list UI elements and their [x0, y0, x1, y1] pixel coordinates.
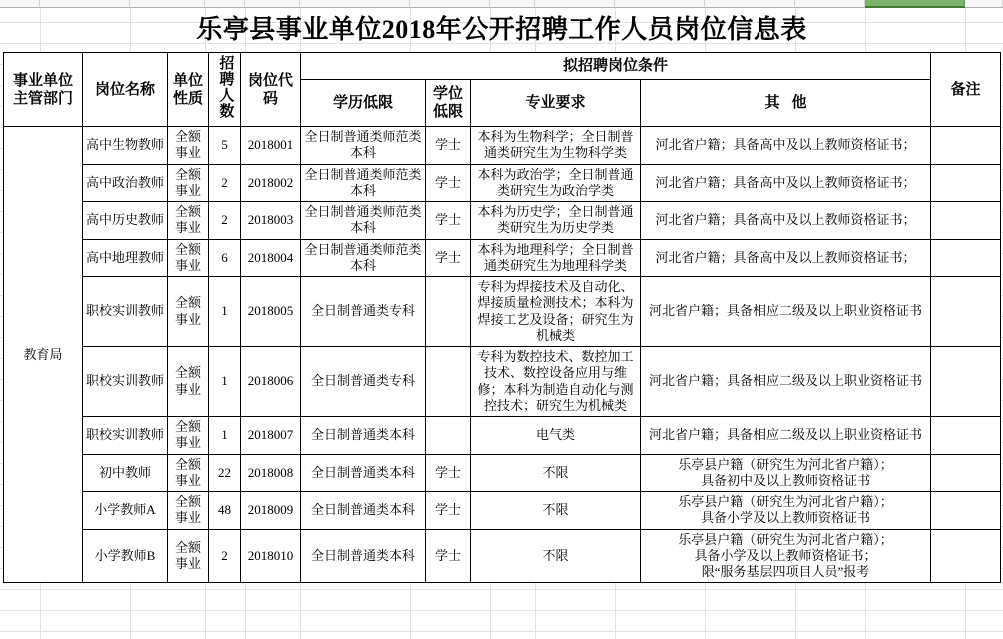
cell-education-minimum: 全日制普通类专科	[301, 347, 426, 417]
cell-major-requirement: 电气类	[471, 417, 641, 455]
table-row	[4, 277, 1001, 347]
cell-recruit-count: 2	[209, 202, 241, 240]
cell-remark	[931, 492, 1001, 530]
cell-recruit-count: 6	[209, 239, 241, 277]
cell-recruit-count: 22	[209, 454, 241, 492]
cell-post-name: 职校实训教师	[83, 277, 168, 347]
col-header-edu-label: 学历低限	[332, 94, 393, 111]
job-information-table	[3, 52, 1001, 583]
cell-remark	[931, 347, 1001, 417]
cell-other-requirement: 乐亭县户籍（研究生为河北省户籍）； 具备初中及以上教师资格证书	[641, 454, 931, 492]
table-row	[4, 202, 1001, 240]
cell-major-requirement: 专科为数控技术、数控加工技术、数控设备应用与维修；本科为制造自动化与测控技术；研究生为机械类	[471, 347, 641, 417]
col-header-conditions-group	[301, 53, 931, 80]
column-header-cell[interactable]	[40, 0, 130, 8]
cell-unit-nature: 全额事业	[168, 239, 209, 277]
cell-education-minimum: 全日制普通类师范类本科	[301, 239, 426, 277]
cell-post-code: 2018008	[241, 454, 301, 492]
cell-education-minimum: 全日制普通类本科	[301, 529, 426, 583]
cell-post-name: 高中政治教师	[83, 164, 168, 202]
cell-recruit-count: 1	[209, 417, 241, 455]
col-header-count-label: 招聘人数	[217, 55, 234, 119]
cell-unit-nature: 全额事业	[168, 454, 209, 492]
cell-post-name: 高中历史教师	[83, 202, 168, 240]
cell-dept: 教育局	[4, 127, 83, 583]
cell-major-requirement: 不限	[471, 529, 641, 583]
col-header-major	[471, 79, 641, 126]
cell-degree-minimum: 学士	[426, 492, 471, 530]
cell-unit-nature: 全额事业	[168, 164, 209, 202]
cell-recruit-count: 5	[209, 127, 241, 165]
cell-major-requirement: 本科为政治学；全日制普通类研究生为政治学类	[471, 164, 641, 202]
cell-major-requirement: 本科为生物科学；全日制普通类研究生为生物科学类	[471, 127, 641, 165]
cell-post-name: 小学教师A	[83, 492, 168, 530]
cell-other-requirement: 河北省户籍；具备高中及以上教师资格证书；	[641, 239, 931, 277]
table-row	[4, 454, 1001, 492]
cell-post-name: 高中地理教师	[83, 239, 168, 277]
column-header-cell[interactable]	[0, 0, 40, 8]
grid-hline	[0, 610, 1003, 611]
table-row	[4, 239, 1001, 277]
cell-recruit-count: 48	[209, 492, 241, 530]
cell-post-code: 2018002	[241, 164, 301, 202]
cell-recruit-count: 2	[209, 529, 241, 583]
cell-degree-minimum	[426, 417, 471, 455]
cell-post-code: 2018007	[241, 417, 301, 455]
cell-remark	[931, 454, 1001, 492]
cell-major-requirement: 专科为焊接技术及自动化、焊接质量检测技术；本科为焊接工艺及设备；研究生为机械类	[471, 277, 641, 347]
table-row	[4, 492, 1001, 530]
cell-recruit-count: 1	[209, 277, 241, 347]
col-header-major-label: 专业要求	[525, 94, 586, 111]
col-header-remark-label: 备注	[950, 81, 981, 98]
table-row	[4, 127, 1001, 165]
cell-major-requirement: 不限	[471, 492, 641, 530]
cell-education-minimum: 全日制普通类专科	[301, 277, 426, 347]
column-header-cell[interactable]	[865, 0, 965, 8]
cell-other-requirement: 河北省户籍；具备高中及以上教师资格证书；	[641, 127, 931, 165]
page-title: 乐亭县事业单位2018年公开招聘工作人员岗位信息表	[196, 15, 807, 44]
cell-education-minimum: 全日制普通类本科	[301, 492, 426, 530]
table-header	[4, 53, 1001, 127]
column-header-cell[interactable]	[410, 0, 490, 8]
cell-degree-minimum	[426, 347, 471, 417]
table-row	[4, 529, 1001, 583]
cell-remark	[931, 202, 1001, 240]
table-row	[4, 417, 1001, 455]
cell-remark	[931, 417, 1001, 455]
col-header-nature	[168, 53, 209, 127]
cell-post-name: 职校实训教师	[83, 417, 168, 455]
cell-post-code: 2018004	[241, 239, 301, 277]
column-header-cell[interactable]	[130, 0, 205, 8]
col-header-dept-label: 事业单位主管部门	[12, 72, 73, 107]
col-header-post-label: 岗位名称	[94, 81, 155, 98]
cell-other-requirement: 乐亭县户籍（研究生为河北省户籍）； 具备小学及以上教师资格证书； 限“服务基层四项目人员”报考	[641, 529, 931, 583]
cell-post-name: 小学教师B	[83, 529, 168, 583]
cell-education-minimum: 全日制普通类本科	[301, 417, 426, 455]
col-header-other	[641, 79, 931, 126]
col-header-post	[83, 53, 168, 127]
cell-post-code: 2018006	[241, 347, 301, 417]
cell-unit-nature: 全额事业	[168, 417, 209, 455]
col-header-remark	[931, 53, 1001, 127]
cell-remark	[931, 277, 1001, 347]
col-header-code-label: 岗位代码	[247, 72, 293, 107]
column-header-cell[interactable]	[795, 0, 865, 8]
cell-education-minimum: 全日制普通类师范类本科	[301, 127, 426, 165]
table-row	[4, 347, 1001, 417]
cell-other-requirement: 河北省户籍；具备相应二级及以上职业资格证书	[641, 277, 931, 347]
cell-degree-minimum: 学士	[426, 164, 471, 202]
cell-other-requirement: 河北省户籍；具备高中及以上教师资格证书；	[641, 164, 931, 202]
cell-degree-minimum: 学士	[426, 127, 471, 165]
col-header-dept	[4, 53, 83, 127]
column-header-cell[interactable]	[245, 0, 300, 8]
col-header-conditions-label: 拟招聘岗位条件	[563, 57, 669, 74]
cell-degree-minimum	[426, 277, 471, 347]
cell-post-name: 初中教师	[83, 454, 168, 492]
cell-other-requirement: 河北省户籍；具备高中及以上教师资格证书；	[641, 202, 931, 240]
table-body	[4, 127, 1001, 583]
cell-unit-nature: 全额事业	[168, 277, 209, 347]
cell-recruit-count: 2	[209, 164, 241, 202]
table-row	[4, 164, 1001, 202]
cell-education-minimum: 全日制普通类本科	[301, 454, 426, 492]
cell-remark	[931, 127, 1001, 165]
cell-major-requirement: 本科为历史学；全日制普通类研究生为历史学类	[471, 202, 641, 240]
grid-hline	[0, 631, 1003, 632]
col-header-code	[241, 53, 301, 127]
column-header-cell[interactable]	[535, 0, 615, 8]
cell-post-name: 职校实训教师	[83, 347, 168, 417]
column-header-cell[interactable]	[205, 0, 245, 8]
cell-unit-nature: 全额事业	[168, 529, 209, 583]
column-header-cell[interactable]	[300, 0, 410, 8]
cell-post-code: 2018003	[241, 202, 301, 240]
cell-unit-nature: 全额事业	[168, 492, 209, 530]
col-header-degree	[426, 79, 471, 126]
cell-post-code: 2018005	[241, 277, 301, 347]
cell-degree-minimum: 学士	[426, 239, 471, 277]
header-row-top	[4, 53, 1001, 80]
cell-post-code: 2018001	[241, 127, 301, 165]
cell-education-minimum: 全日制普通类师范类本科	[301, 202, 426, 240]
cell-other-requirement: 乐亭县户籍（研究生为河北省户籍）； 具备小学及以上教师资格证书	[641, 492, 931, 530]
cell-remark	[931, 164, 1001, 202]
cell-major-requirement: 不限	[471, 454, 641, 492]
cell-post-name: 高中生物教师	[83, 127, 168, 165]
cell-remark	[931, 529, 1001, 583]
cell-major-requirement: 本科为地理科学；全日制普通类研究生为地理科学类	[471, 239, 641, 277]
cell-unit-nature: 全额事业	[168, 202, 209, 240]
column-header-cell[interactable]	[705, 0, 795, 8]
cell-post-code: 2018010	[241, 529, 301, 583]
cell-degree-minimum: 学士	[426, 529, 471, 583]
col-header-edu	[301, 79, 426, 126]
col-header-nature-label: 单位性质	[172, 72, 203, 107]
cell-remark	[931, 239, 1001, 277]
cell-other-requirement: 河北省户籍；具备相应二级及以上职业资格证书	[641, 347, 931, 417]
col-header-other-label: 其他	[764, 94, 819, 111]
column-header-cell[interactable]	[965, 0, 1003, 8]
cell-education-minimum: 全日制普通类师范类本科	[301, 164, 426, 202]
grid-hline	[0, 589, 1003, 590]
spreadsheet-column-header-strip[interactable]	[0, 0, 1003, 8]
cell-recruit-count: 1	[209, 347, 241, 417]
col-header-degree-label: 学位低限	[432, 85, 463, 120]
column-header-cell[interactable]	[490, 0, 535, 8]
column-header-cell[interactable]	[615, 0, 705, 8]
cell-post-code: 2018009	[241, 492, 301, 530]
cell-unit-nature: 全额事业	[168, 127, 209, 165]
cell-degree-minimum: 学士	[426, 202, 471, 240]
cell-degree-minimum: 学士	[426, 454, 471, 492]
col-header-count	[209, 53, 241, 127]
cell-unit-nature: 全额事业	[168, 347, 209, 417]
cell-other-requirement: 河北省户籍；具备相应二级及以上职业资格证书	[641, 417, 931, 455]
